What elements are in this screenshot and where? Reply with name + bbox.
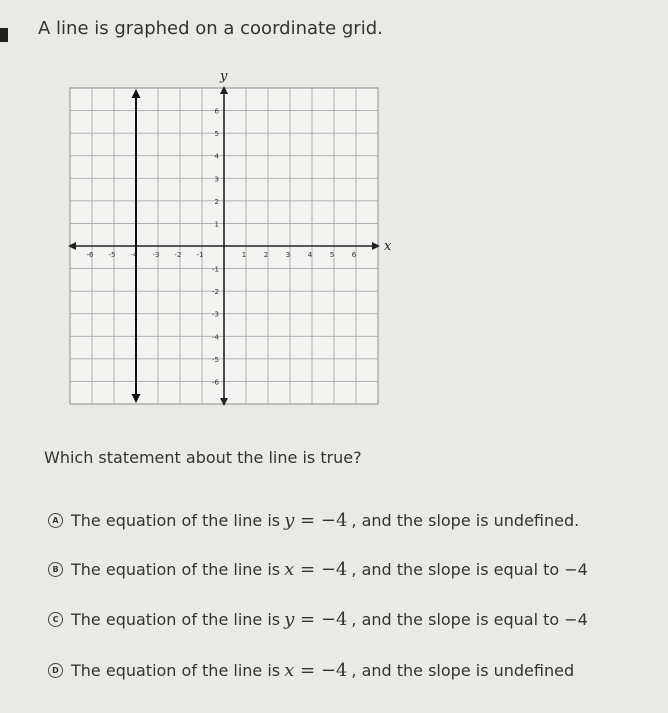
question-marker: [0, 28, 8, 42]
prompt-text: A line is graphed on a coordinate grid.: [38, 18, 383, 39]
choice-a-equation: y = −4: [284, 509, 348, 531]
coordinate-grid: [60, 66, 390, 416]
y-tick-label: -4: [212, 333, 219, 342]
choice-b-equation: x = −4: [284, 558, 348, 580]
y-tick-label: -1: [212, 265, 219, 274]
y-tick-label: -2: [212, 288, 219, 297]
choice-a-radio[interactable]: A: [48, 513, 63, 528]
choice-c-pre: The equation of the line is: [71, 609, 281, 629]
x-tick-label: 6: [351, 251, 357, 259]
x-tick-label: 5: [329, 251, 335, 259]
y-tick-label: 3: [214, 175, 219, 184]
x-tick-label: -1: [196, 251, 204, 259]
choice-b-pre: The equation of the line is: [71, 559, 281, 579]
choice-d-post: , and the slope is undefined: [351, 660, 575, 680]
x-axis-label: x: [384, 239, 392, 254]
choice-d[interactable]: [48, 657, 574, 683]
choice-b[interactable]: [48, 556, 588, 582]
x-tick-label: 2: [263, 251, 269, 259]
x-tick-label: -6: [86, 251, 94, 259]
x-tick-label: -3: [152, 251, 160, 259]
y-tick-label: 6: [214, 107, 219, 116]
y-axis-label: y: [220, 69, 228, 84]
x-tick-label: -5: [108, 251, 116, 259]
y-tick-label: -6: [212, 378, 219, 387]
choice-b-post: , and the slope is equal to −4: [351, 559, 588, 579]
x-tick-label: 1: [241, 251, 247, 259]
y-tick-label: 5: [214, 130, 219, 139]
choice-c-post: , and the slope is equal to −4: [351, 609, 588, 629]
x-tick-label: -4: [130, 251, 138, 259]
x-tick-label: 4: [307, 251, 313, 259]
y-tick-label: -5: [212, 355, 219, 364]
choice-b-radio[interactable]: B: [48, 562, 63, 577]
choice-d-equation: x = −4: [284, 659, 348, 681]
y-tick-label: -3: [212, 310, 219, 319]
choice-d-pre: The equation of the line is: [71, 660, 281, 680]
question-text: Which statement about the line is true?: [44, 448, 362, 467]
y-tick-label: 2: [214, 197, 219, 206]
x-tick-label: 3: [285, 251, 291, 259]
choice-a[interactable]: [48, 507, 579, 533]
x-tick-label: -2: [174, 251, 182, 259]
choice-c-radio[interactable]: C: [48, 612, 63, 627]
graph-svg: [60, 66, 390, 416]
choice-c[interactable]: [48, 606, 588, 632]
y-tick-label: 4: [214, 152, 219, 161]
choice-a-post: , and the slope is undefined.: [351, 510, 580, 530]
choice-d-radio[interactable]: D: [48, 663, 63, 678]
choice-a-pre: The equation of the line is: [71, 510, 281, 530]
y-tick-label: 1: [214, 220, 219, 229]
choice-c-equation: y = −4: [284, 608, 348, 630]
